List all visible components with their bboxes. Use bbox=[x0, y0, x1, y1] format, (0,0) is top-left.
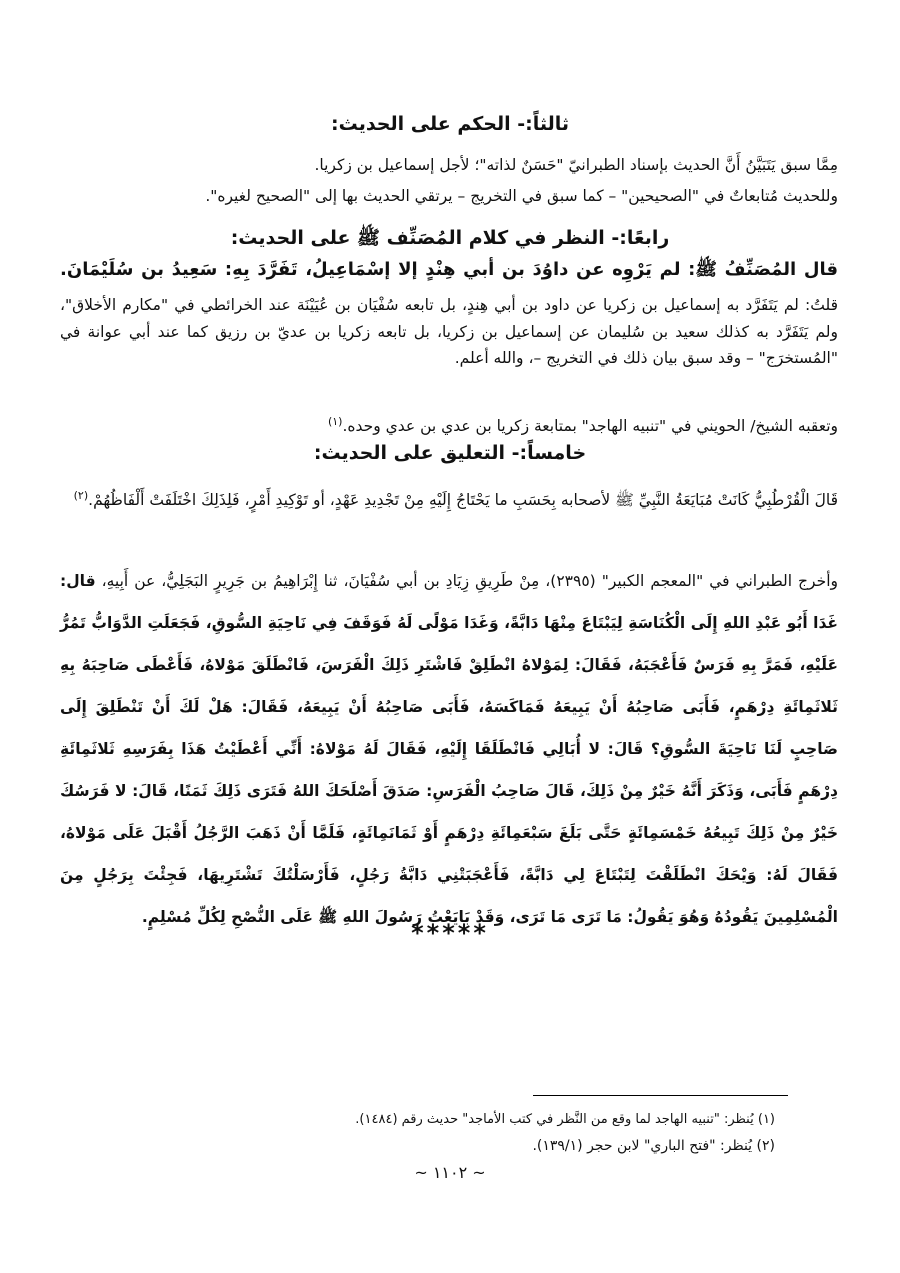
hadith-text: قال: غَدَا أَبُو عَبْدِ اللهِ إِلَى الْكُنَاسَةِ لِيَبْتَاعَ مِنْهَا دَابَّةً، وَغَدَا مَوْلًى لَهُ فَوَقَفَ فِي نَاحِيَةِ السُّوقِ، فَجَعَلَتِ الدَّوَابُّ تَمُرُّ عَلَيْهِ، فَمَرَّ بِهِ فَرَسٌ فَأَعْجَبَهُ، فَقَالَ: لِمَوْلاهُ انْطَلِقْ فَاشْتَرِ ذَلِكَ الْفَرَسَ، فَانْطَلَقَ مَوْلاهُ، فَأَعْطَى صَاحِبَهُ بِهِ ثَلاثَمِائَةِ دِرْهَمٍ، فَأَبَى صَاحِبُهُ أَنْ يَبِيعَهُ فَمَاكَسَهُ، فَأَبَى صَاحِبُهُ أَنْ يَبِيعَهُ، فَقَالَ: هَلْ لَكَ أَنْ تَنْطَلِقَ إِلَى صَاحِبٍ لَنَا نَاحِيَةَ السُّوقِ؟ قَالَ: لا أُبَالِي فَانْطَلَقَا إِلَيْهِ، فَقَالَ لَهُ مَوْلاهُ: أَنِّي أَعْطَيْتُ هَذَا بِفَرَسِهِ ثَلاثَمِائَةِ دِرْهَمٍ فَأَبَى، وَذَكَرَ أَنَّهُ خَيْرٌ مِنْ ذَلِكَ، قَالَ صَاحِبُ الْفَرَسِ: صَدَقَ أَصْلَحَكَ اللهُ فَتَرَى ذَلِكَ ثَمَنًا، قَالَ: لا فَرَسُكَ خَيْرٌ مِنْ ذَلِكَ تَبِيعُهُ خَمْسَمِائَةٍ حَتَّى بَلَغَ سَبْعَمِائَةِ دِرْهَمٍ أَوْ ثَمَانَمِائَةٍ، فَلَمَّا أَنْ ذَهَبَ الرَّجُلُ أَقْبَلَ عَلَى مَوْلاهُ، فَقَالَ لَهُ: وَيْحَكَ انْطَلَقْتَ لِتَبْتَاعَ لِي دَابَّةً، فَأَعْجَبَتْنِي دَابَّةُ رَجُلٍ، فَأَرْسَلْتُكَ تَشْتَرِيهَا، فَجِئْتَ بِرَجُلٍ مِنَ الْمُسْلِمِينَ يَقُودُهُ وَهُوَ يَقُولُ: مَا تَرَى مَا تَرَى، وَقَدْ بَايَعْتُ رَسُولَ اللهِ ﷺ عَلَى النُّصْحِ لِكُلِّ مُسْلِمٍ. bbox=[60, 572, 838, 926]
footnote-divider bbox=[533, 1095, 788, 1096]
ruling-line-2: وللحديث مُتابعاتٌ في "الصحيحين" – كما سبق في التخريج – يرتقي الحديث بها إلى "الصحيح لغيره". bbox=[205, 187, 838, 205]
section-heading-ruling: ثالثاً:- الحكم على الحديث: bbox=[330, 113, 570, 135]
ruling-line-1: مِمَّا سبق يَتَبَيَّنُ أَنَّ الحديث بإسناد الطبرانيّ "حَسَنٌ لذاته"؛ لأجل إسماعيل بن زكريا. bbox=[314, 156, 838, 174]
followup-text: وتعقبه الشيخ/ الحويني في "تنبيه الهاجد" بمتابعة زكريا بن عدي بن عدي وحده. bbox=[342, 417, 838, 436]
footnote-ref-1: (١) bbox=[327, 415, 343, 428]
footnote-1: (١) يُنظر: "تنبيه الهاجد لما وقع من النَّظر في كتب الأماجد" حديث رقم (١٤٨٤). bbox=[355, 1112, 775, 1127]
page-number: ~ ١١٠٢ ~ bbox=[414, 1163, 486, 1182]
narration-paragraph bbox=[60, 560, 838, 938]
section-heading-commentary: خامساً:- التعليق على الحديث: bbox=[313, 442, 587, 464]
footnote-2: (٢) يُنظر: "فتح الباري" لابن حجر (١٣٩/١). bbox=[532, 1138, 775, 1154]
narration-intro: وأخرج الطبراني في "المعجم الكبير" (٢٣٩٥)، مِنْ طَرِيقِ زِيَادِ بن أبي سُفْيَانَ، ثنا إِبْرَاهِيمُ بن جَرِيرٍ البَجَلِيُّ، عن أَبِيهِ، bbox=[95, 572, 838, 590]
section-separator: ***** bbox=[411, 919, 489, 947]
author-quote: قال المُصَنِّفُ ﷺ: لم يَرْوِه عن داوُدَ بن أبي هِنْدٍ إلا إسْمَاعِيلُ، تَفَرَّدَ بِهِ: سَعِيدُ بن سُلَيْمَانَ. bbox=[60, 259, 838, 280]
section-heading-author-remarks: رابعًا:- النظر في كلام المُصَنِّف ﷺ على الحديث: bbox=[230, 227, 670, 249]
footnote-ref-2: (٢) bbox=[73, 489, 89, 502]
followup-line bbox=[60, 410, 838, 438]
qurtubi-text: قَالَ الْقُرْطُبِيُّ كَانَتْ مُبَايَعَةُ النَّبِيِّ ﷺ لأصحابه بِحَسَبِ ما يَحْتَاجُ إِلَيْهِ مِنْ تَجْدِيدِ عَهْدٍ، أو تَوْكِيدِ أَمْرٍ، فَلِذَلِكَ اخْتَلَفَتْ أَلْفَاظُهُمْ. bbox=[88, 491, 838, 510]
commentary-paragraph: قلتُ: لم يَتَفَرَّد به إسماعيل بن زكريا عن داود بن أبي هِندٍ، بل تابعه سُفْيَان بن عُيَيْنَة عند الخرائطي في "مكارم الأخلاق"، ولم يَتَفَرَّد به كذلك سعيد بن سُليمان عن إسماعيل بن زكريا، بل تابعه زكريا بن عديّ بن رزيق كما عند أبي عوانة في "المُستخرَج" – وقد سبق بيان ذلك في التخريج –، والله أعلم. bbox=[60, 296, 838, 367]
qurtubi-paragraph bbox=[60, 478, 838, 518]
